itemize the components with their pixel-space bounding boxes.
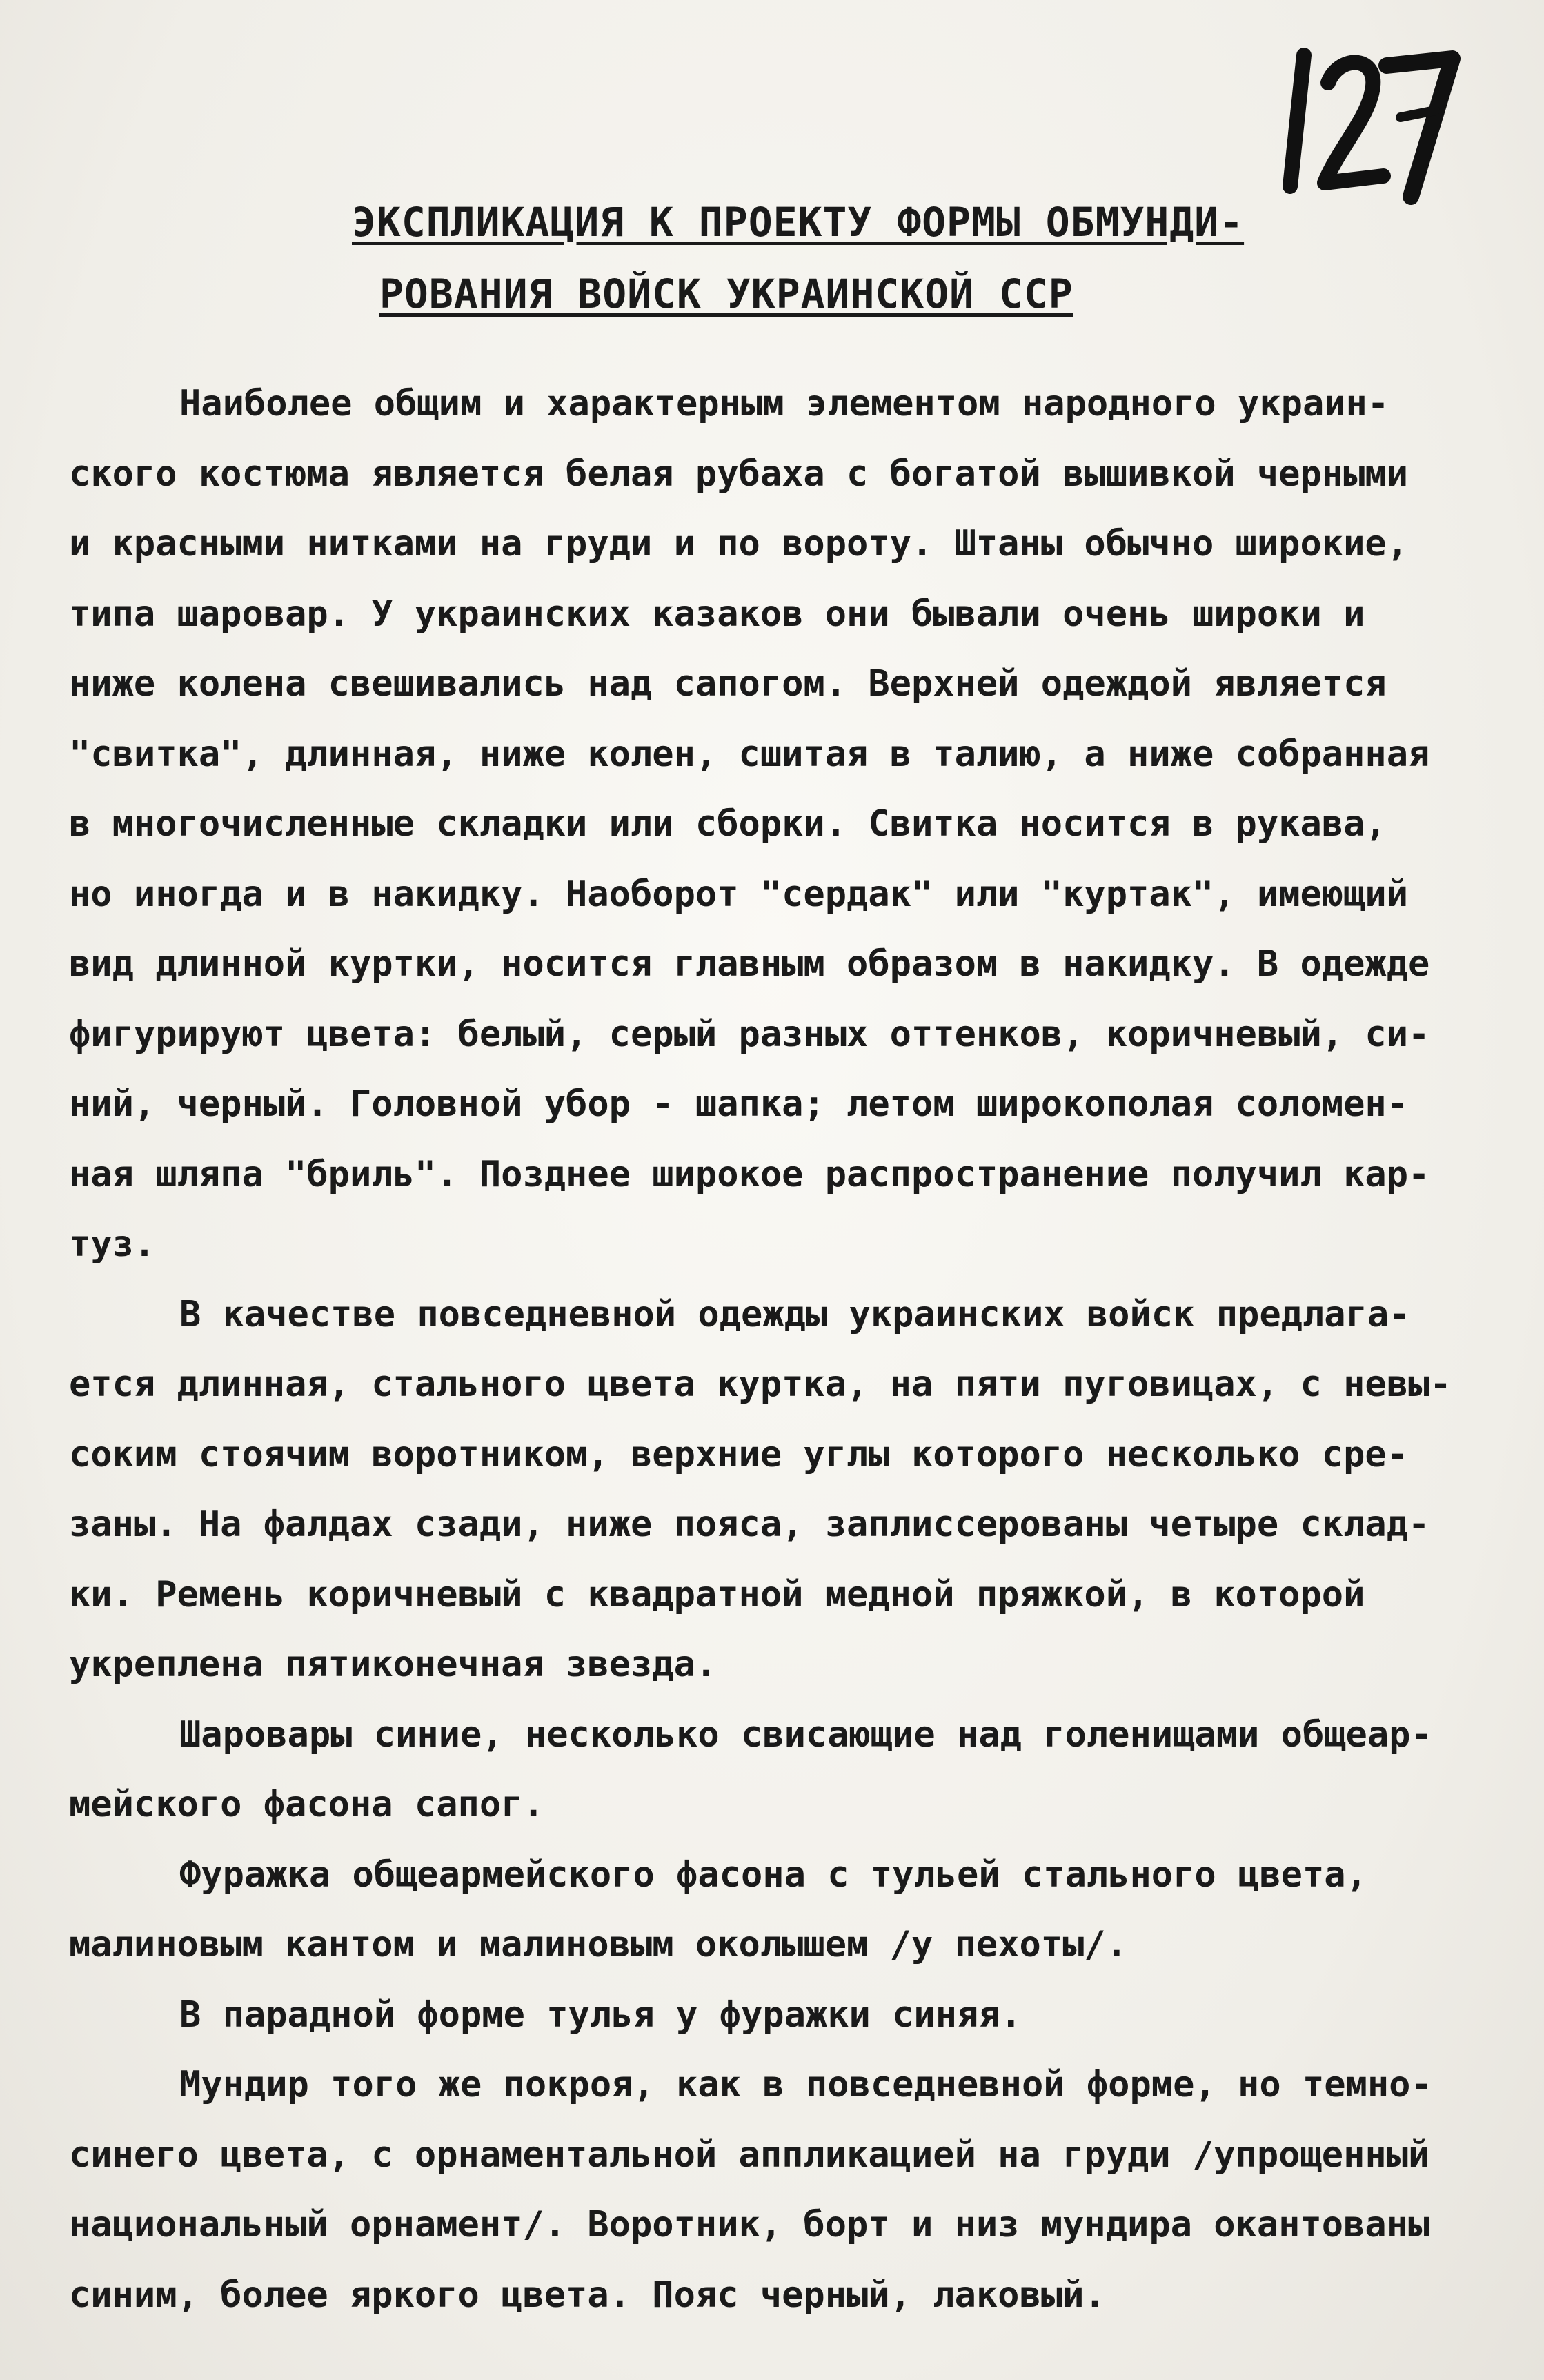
text-line: ниже колена свешивались над сапогом. Верхней одеждой является: [69, 663, 1387, 705]
text-line: но иногда и в накидку. Наоборот "сердак" или "куртак", имеющий: [69, 873, 1409, 915]
text-line: мейского фасона сапог.: [69, 1784, 544, 1825]
handwritten-page-number: [1263, 28, 1469, 207]
text-line: В качестве повседневной одежды украинских войск предлага-: [179, 1293, 1411, 1335]
title-line-2: РОВАНИЯ ВОЙСК УКРАИНСКОЙ ССР: [379, 271, 1073, 317]
text-line: ная шляпа "бриль". Позднее широкое распространение получил кар-: [69, 1153, 1430, 1195]
text-line: В парадной форме тулья у фуражки синяя.: [179, 1994, 1022, 2036]
text-line: ний, черный. Головной убор - шапка; летом широкополая соломен-: [69, 1083, 1409, 1125]
text-line: ется длинная, стального цвета куртка, на пяти пуговицах, с невы-: [69, 1364, 1452, 1405]
handwritten-number-mark: [1263, 28, 1469, 207]
text-line: синего цвета, с орнаментальной аппликацией на груди /упрощенный: [69, 2134, 1430, 2176]
text-line: типа шаровар. У украинских казаков они бывали очень широки и: [69, 593, 1365, 635]
text-line: укреплена пятиконечная звезда.: [69, 1644, 717, 1685]
text-line: малиновым кантом и малиновым околышем /у пехоты/.: [69, 1924, 1128, 1965]
text-line: ского костюма является белая рубаха с богатой вышивкой черными: [69, 453, 1409, 495]
text-line: национальный орнамент/. Воротник, борт и низ мундира окантованы: [69, 2204, 1430, 2245]
text-line: вид длинной куртки, носится главным образом в накидку. В одежде: [69, 943, 1430, 985]
text-line: ки. Ремень коричневый с квадратной медной пряжкой, в которой: [69, 1573, 1365, 1615]
text-line: и красными нитками на груди и по вороту. Штаны обычно широкие,: [69, 523, 1409, 564]
text-line: синим, более яркого цвета. Пояс черный, лаковый.: [69, 2274, 1106, 2316]
text-line: соким стоячим воротником, верхние углы которого несколько сре-: [69, 1433, 1409, 1475]
text-line: фигурируют цвета: белый, серый разных оттенков, коричневый, си-: [69, 1013, 1430, 1055]
text-line: Мундир того же покроя, как в повседневной форме, но темно-: [179, 2064, 1432, 2105]
text-line: Шаровары синие, несколько свисающие над голенищами общеар-: [179, 1713, 1432, 1756]
text-line: "свитка", длинная, ниже колен, сшитая в талию, а ниже собранная: [69, 733, 1430, 775]
document-body: [69, 369, 1497, 2330]
text-line: Наиболее общим и характерным элементом народного украин-: [179, 383, 1389, 424]
text-line: Фуражка общеармейского фасона с тульей стального цвета,: [179, 1853, 1367, 1896]
document-title: [138, 186, 1407, 330]
text-line: туз.: [69, 1223, 156, 1265]
text-line: в многочисленные складки или сборки. Свитка носится в рукава,: [69, 803, 1387, 845]
text-line: заны. На фалдах сзади, ниже пояса, заплиссерованы четыре склад-: [69, 1504, 1430, 1545]
title-line-1: ЭКСПЛИКАЦИЯ К ПРОЕКТУ ФОРМЫ ОБМУНДИ-: [352, 199, 1245, 246]
